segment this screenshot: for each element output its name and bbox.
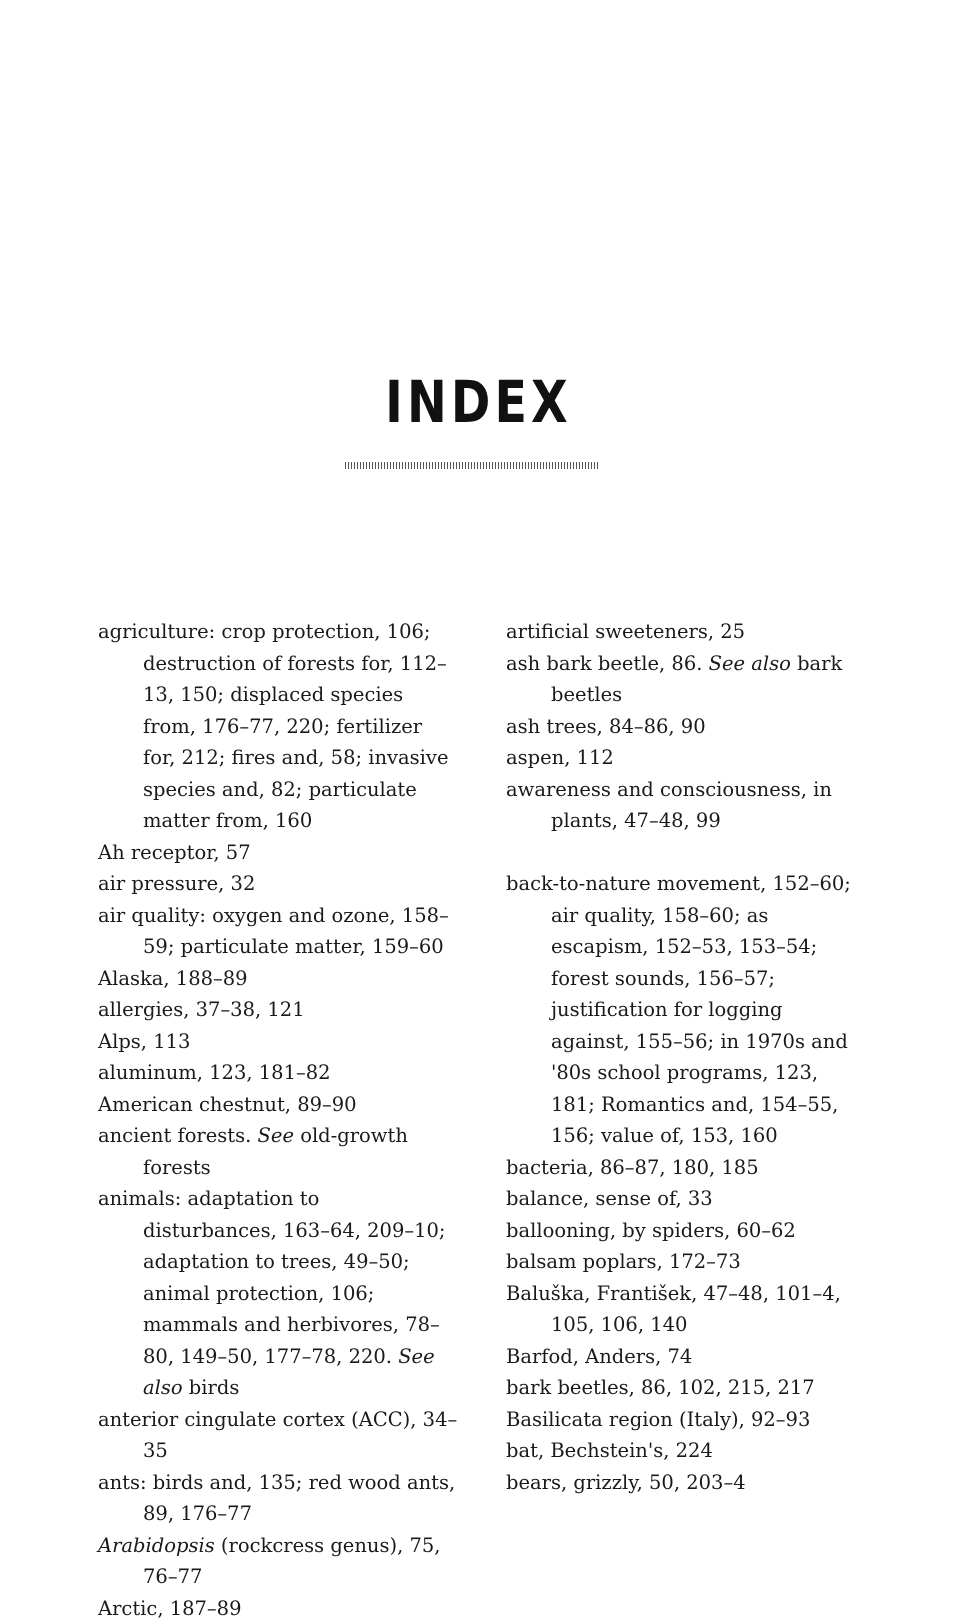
index-entry: bat, Bechstein's, 224 <box>506 1435 856 1467</box>
index-entry: bark beetles, 86, 102, 215, 217 <box>506 1372 856 1404</box>
index-entry <box>98 1530 458 1593</box>
entry-text: ash bark beetle, 86. <box>506 652 709 675</box>
index-column-left <box>98 616 458 1624</box>
index-entry <box>506 648 856 711</box>
index-entry: back-to-nature movement, 152–60; air quality, 158–60; as escapism, 152–53, 153–54; forest sounds, 156–57; justification for logging against, 155–56; in 1970s and '80s school programs, 123, 181; Romantics and, 154–55, 156; value of, 153, 160 <box>506 868 856 1152</box>
index-entry: American chestnut, 89–90 <box>98 1089 458 1121</box>
index-entry: Alaska, 188–89 <box>98 963 458 995</box>
index-entry: balsam poplars, 172–73 <box>506 1246 856 1278</box>
cross-reference-italic: See also <box>143 1345 435 1400</box>
index-entry: Barfod, Anders, 74 <box>506 1341 856 1373</box>
index-entry: allergies, 37–38, 121 <box>98 994 458 1026</box>
index-entry: Basilicata region (Italy), 92–93 <box>506 1404 856 1436</box>
index-entry <box>98 1120 458 1183</box>
entry-text: ancient forests. <box>98 1124 258 1147</box>
index-entry: balance, sense of, 33 <box>506 1183 856 1215</box>
index-entry <box>98 1183 458 1404</box>
index-entry: awareness and consciousness, in plants, 47–48, 99 <box>506 774 856 837</box>
genus-name-italic: Arabidopsis <box>98 1534 215 1557</box>
entry-text: (rockcress genus), 75, 76–77 <box>143 1534 440 1589</box>
decorative-rule <box>345 462 599 469</box>
index-entry: ants: birds and, 135; red wood ants, 89, 176–77 <box>98 1467 458 1530</box>
entry-text: bark beetles <box>551 652 842 707</box>
cross-reference-italic: See also <box>709 652 791 675</box>
cross-reference-italic: See <box>258 1124 294 1147</box>
index-entry: air pressure, 32 <box>98 868 458 900</box>
index-column-right <box>506 616 856 1498</box>
index-entry: artificial sweeteners, 25 <box>506 616 856 648</box>
index-entry: Arctic, 187–89 <box>98 1593 458 1624</box>
index-entry: aluminum, 123, 181–82 <box>98 1057 458 1089</box>
index-entry: air quality: oxygen and ozone, 158–59; particulate matter, 159–60 <box>98 900 458 963</box>
index-entry: ash trees, 84–86, 90 <box>506 711 856 743</box>
entry-text: animals: adaptation to disturbances, 163–64, 209–10; adaptation to trees, 49–50; animal protection, 106; mammals and herbivores, 78–80, 149–50, 177–78, 220. <box>98 1187 446 1368</box>
entry-text: old-growth forests <box>143 1124 408 1179</box>
index-entry: bears, grizzly, 50, 203–4 <box>506 1467 856 1499</box>
index-entry: ballooning, by spiders, 60–62 <box>506 1215 856 1247</box>
index-entry: Ah receptor, 57 <box>98 837 458 869</box>
index-entry: aspen, 112 <box>506 742 856 774</box>
page-title: INDEX <box>86 368 871 436</box>
index-entry: bacteria, 86–87, 180, 185 <box>506 1152 856 1184</box>
index-entry: Baluška, František, 47–48, 101–4, 105, 106, 140 <box>506 1278 856 1341</box>
index-entry: anterior cingulate cortex (ACC), 34–35 <box>98 1404 458 1467</box>
entry-text: birds <box>183 1376 240 1399</box>
index-entry: Alps, 113 <box>98 1026 458 1058</box>
index-entry: agriculture: crop protection, 106; destruction of forests for, 112–13, 150; displaced species from, 176–77, 220; fertilizer for, 212; fires and, 58; invasive species and, 82; particulate matter from, 160 <box>98 616 458 837</box>
